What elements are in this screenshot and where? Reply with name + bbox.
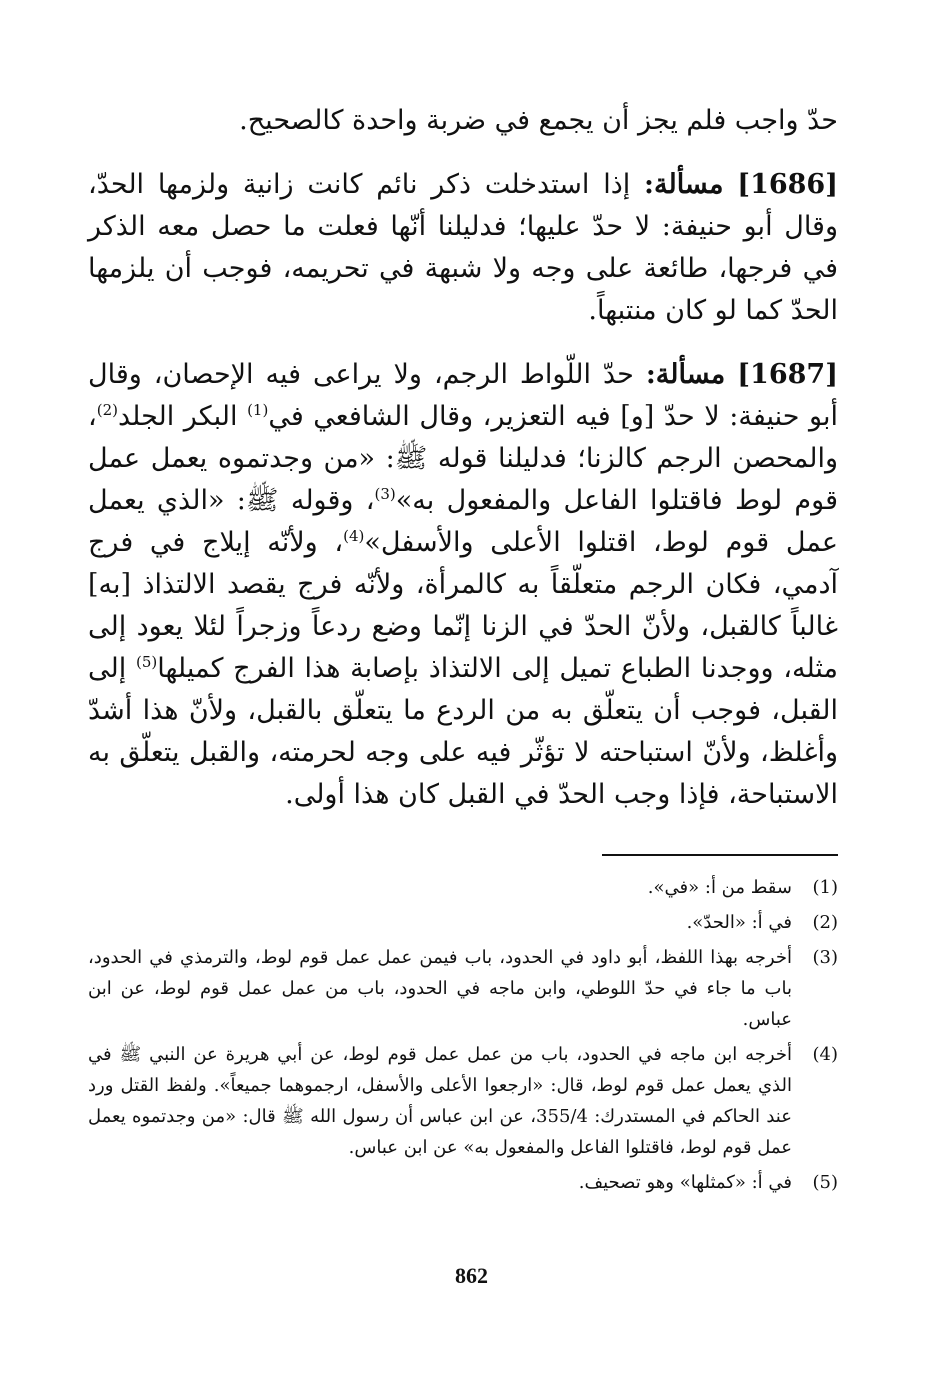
issue-text-c: ، والمحصن الرجم كالزنا؛ فدليلنا قوله ﷺ: «من وجدتموه يعمل عمل قوم لوط فاقتلوا الفاعل والمفعول به» — [88, 401, 838, 516]
footnote-text: سقط من أ: «في». — [647, 877, 792, 898]
issue-text-a: حدّ اللّواط الرجم، ولا يراعى فيه الإحصان، وقال أبو حنيفة: لا حدّ [و] فيه التعزير، وقال الشافعي في — [88, 359, 838, 432]
issue-label: مسألة: — [644, 169, 724, 200]
issue-label: مسألة: — [645, 359, 726, 390]
issue-1686 — [88, 164, 838, 332]
footnote-number: (2) — [812, 912, 838, 933]
footnote-text: أخرجه بهذا اللفظ، أبو داود في الحدود، باب فيمن عمل عمل قوم لوط، والترمذي في الحدود، باب ما جاء في حدّ اللوطي، وابن ماجه في الحدود، باب من عمل عمل قوم لوط، عن ابن عباس. — [88, 947, 792, 1030]
footnote-item — [88, 1039, 838, 1163]
footnote-ref-2[interactable]: (2) — [96, 401, 118, 419]
footnote-number: (4) — [812, 1044, 838, 1065]
footnote-text: في أ: «كمثلها» وهو تصحيف. — [578, 1172, 792, 1193]
issue-text: إذا استدخلت ذكر نائم كانت زانية ولزمها الحدّ، وقال أبو حنيفة: لا حدّ عليها؛ فدليلنا أنّها فعلت ما حصل معه الذكر في فرجها، طائعة على وجه ولا شبهة في تحريمه، فوجب أن يلزمها الحدّ كما لو كان منتبهاً. — [88, 169, 838, 326]
footnote-divider — [602, 854, 838, 856]
footnote-number: (3) — [812, 947, 838, 968]
footnote-item — [88, 907, 838, 938]
issue-text-e: ، ولأنّه إيلاج في فرج آدمي، فكان الرجم متعلّقاً به كالمرأة، ولأنّه فرج يقصد الالتذاذ [به] غالباً كالقبل، ولأنّ الحدّ في الزنا إنّما وضع ردعاً وزجراً لئلا يعود إلى مثله، ووجدنا الطباع تميل إلى الالتذاذ بإصابة هذا الفرج كميلها — [88, 527, 838, 684]
issue-number: [1686] — [737, 169, 838, 200]
footnote-ref-4[interactable]: (4) — [343, 527, 365, 545]
footnote-ref-1[interactable]: (1) — [247, 401, 269, 419]
footnote-item — [88, 1167, 838, 1198]
issue-1687 — [88, 354, 838, 816]
footnote-ref-5[interactable]: (5) — [135, 653, 158, 671]
footnote-item — [88, 872, 838, 903]
issue-text-b: البكر الجلد — [117, 401, 238, 432]
page-body — [88, 100, 838, 1193]
footnote-item — [88, 942, 838, 1035]
footnote-ref-3[interactable]: (3) — [374, 485, 396, 503]
page-number: 862 — [455, 1263, 488, 1288]
footnote-text: في أ: «الحدّ». — [686, 912, 792, 933]
footnotes — [88, 872, 838, 1202]
footnote-number: (5) — [812, 1172, 838, 1193]
main-text — [88, 100, 838, 816]
issue-number: [1687] — [737, 359, 838, 390]
issue-text-f: إلى القبل، فوجب أن يتعلّق به من الردع ما يتعلّق بالقبل، ولأنّ هذا أشدّ وأغلظ، ولأنّ استباحته لا تؤثّر فيه على وجه لحرمته، والقبل يتعلّق به الاستباحة، فإذا وجب الحدّ في القبل كان هذا أولى. — [88, 653, 838, 810]
footnote-text: أخرجه ابن ماجه في الحدود، باب من عمل عمل قوم لوط، عن أبي هريرة عن النبي ﷺ في الذي يعمل عمل قوم لوط، قال: «ارجعوا الأعلى والأسفل، ارجموهما جميعاً». ولفظ القتل ورد عند الحاكم في المستدرك: 355/4، عن ابن عباس أن رسول الله ﷺ قال: «من وجدتموه يعمل عمل قوم لوط، فاقتلوا الفاعل والمفعول به» عن ابن عباس. — [88, 1044, 792, 1158]
continuation-paragraph: حدّ واجب فلم يجز أن يجمع في ضربة واحدة كالصحيح. — [239, 105, 838, 136]
footnote-number: (1) — [812, 877, 838, 898]
issue-text-d: ، وقوله ﷺ: «الذي يعمل عمل قوم لوط، اقتلوا الأعلى والأسفل» — [88, 485, 838, 558]
